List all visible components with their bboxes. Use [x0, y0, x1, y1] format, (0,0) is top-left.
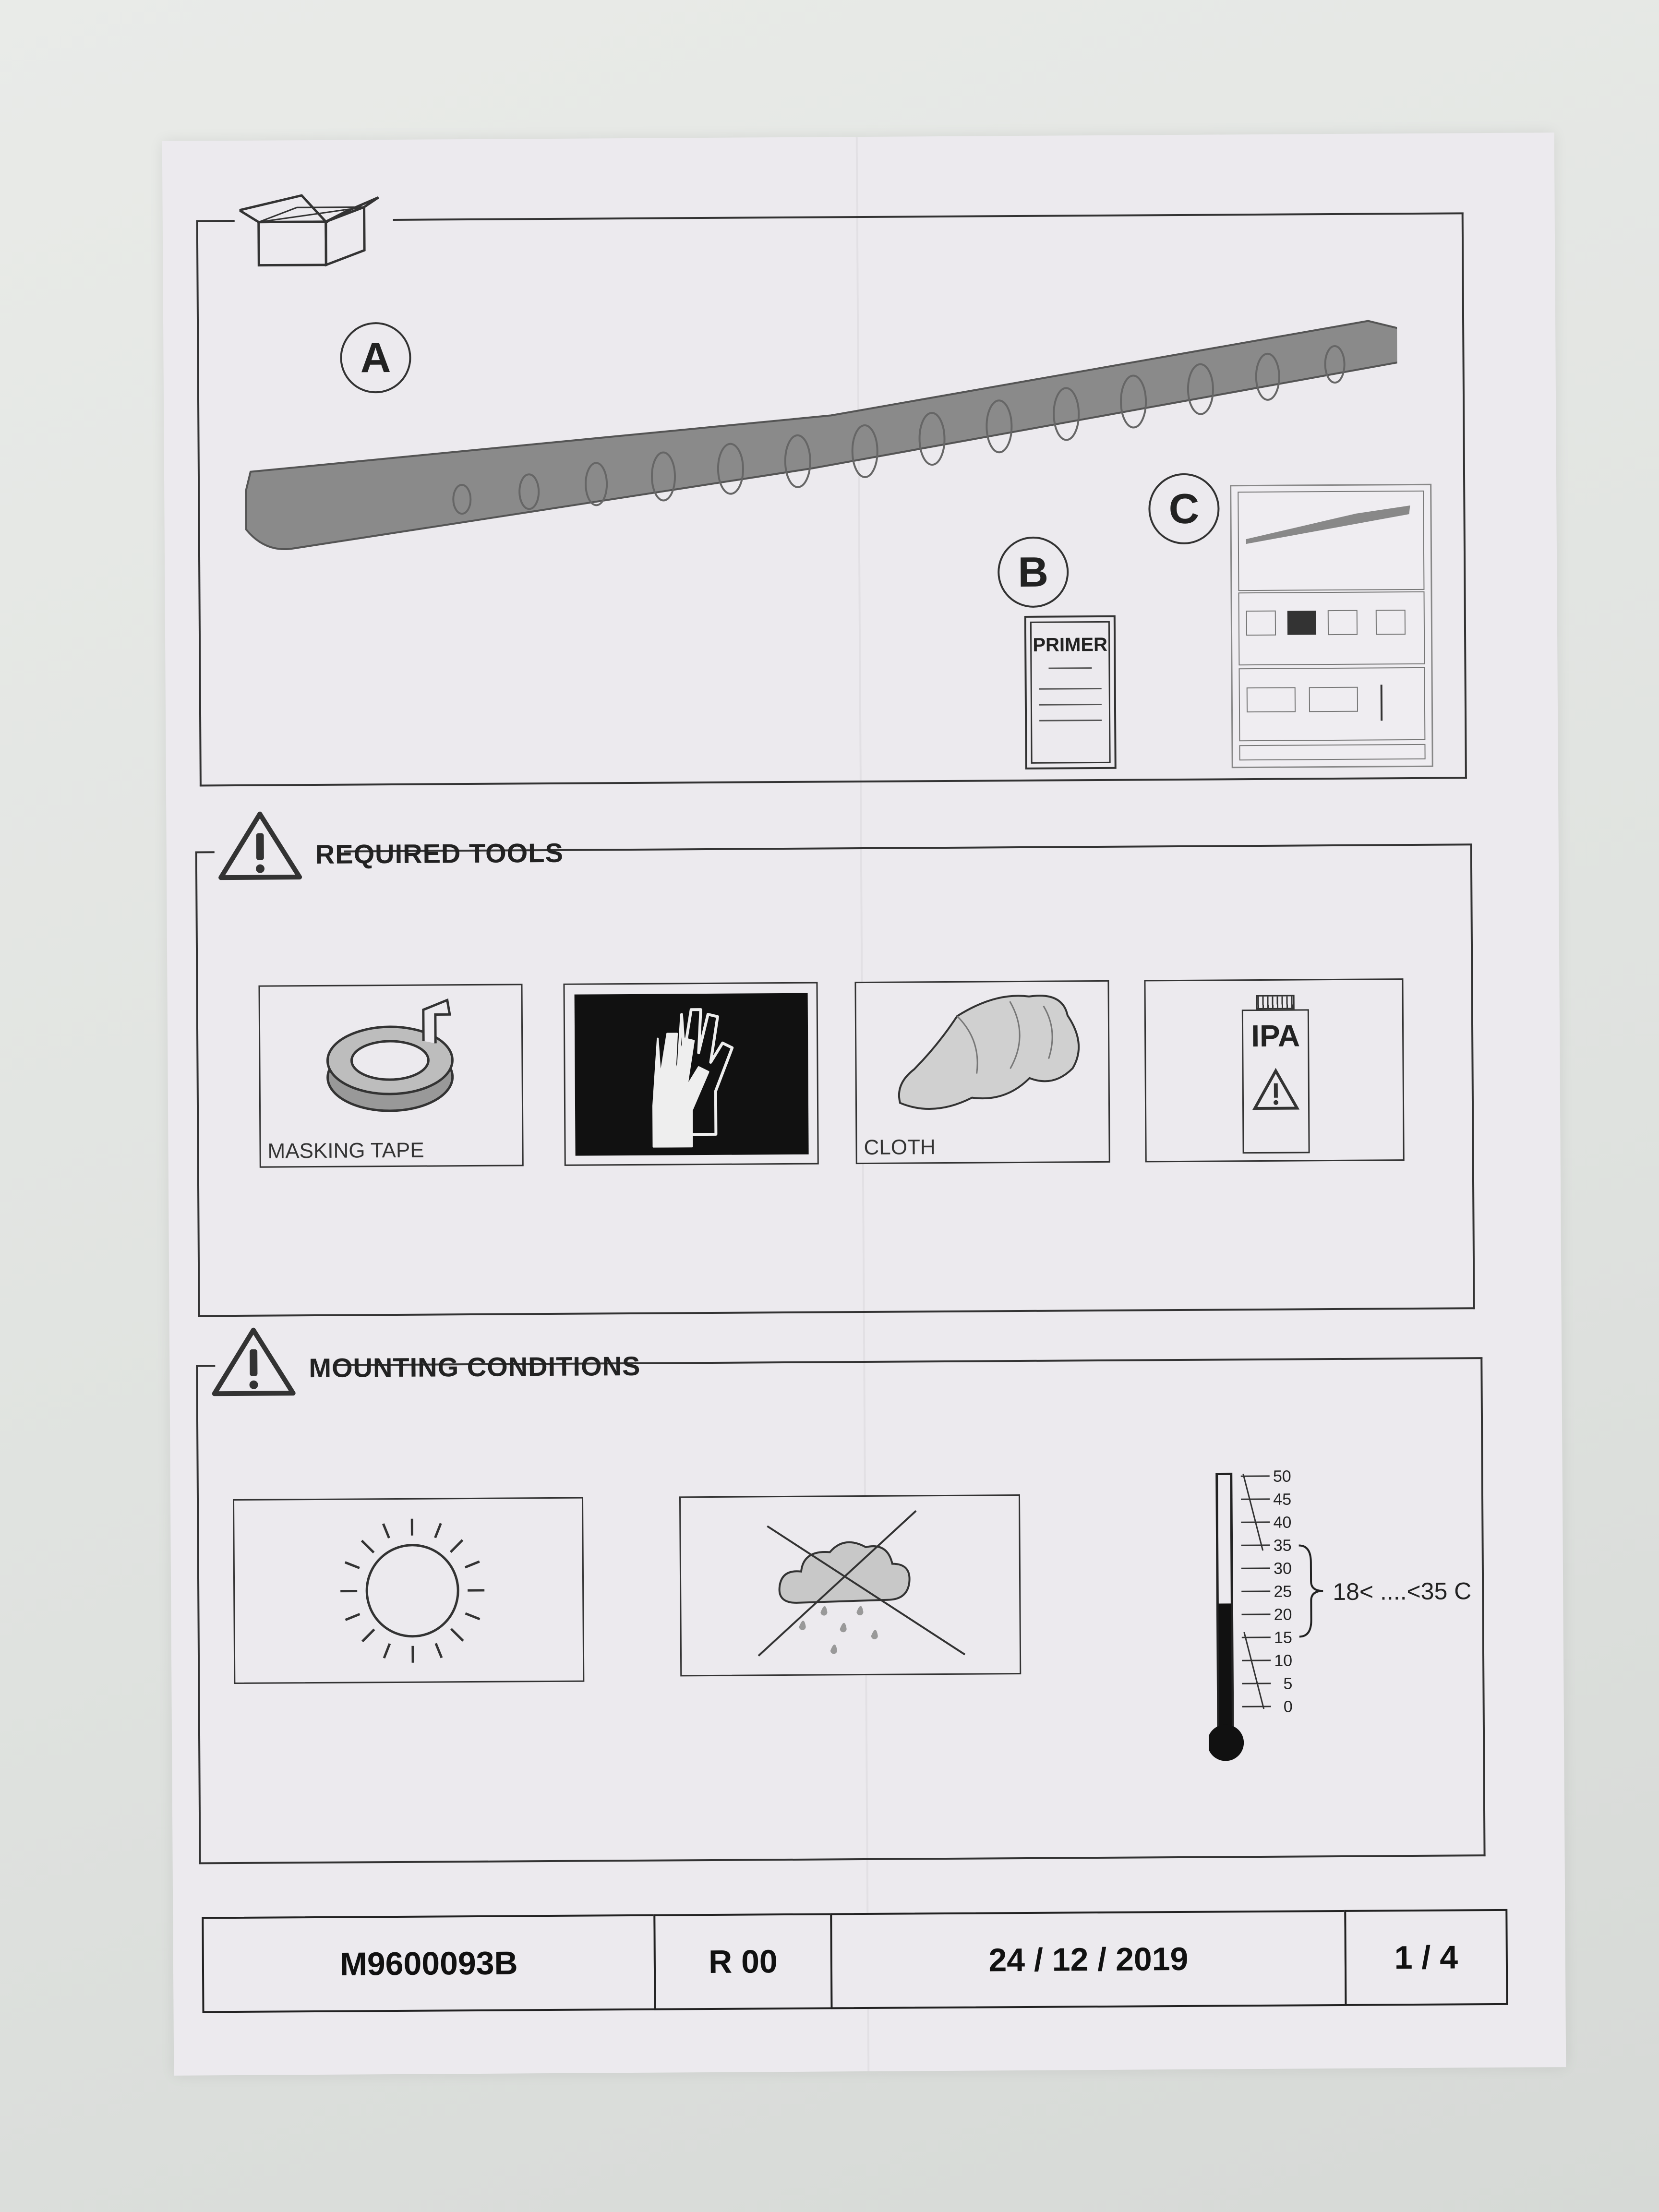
primer-card-inner — [1030, 621, 1111, 764]
tick-label: 40 — [1273, 1513, 1292, 1532]
tool-gloves — [563, 982, 818, 1166]
range-brace — [1297, 1543, 1326, 1639]
tick-label: 0 — [1283, 1697, 1293, 1716]
mounting-conditions-title: MOUNTING CONDITIONS — [309, 1350, 641, 1383]
gloves-icon — [575, 993, 809, 1156]
masking-tape-icon — [323, 995, 468, 1121]
tick-label: 30 — [1273, 1559, 1292, 1578]
document-code: M9600093B — [202, 1914, 656, 2013]
warning-triangle-icon — [216, 810, 303, 882]
required-tools-title: REQUIRED TOOLS — [315, 837, 564, 869]
instruction-sheet-thumbnail — [1230, 484, 1433, 769]
box-icon — [239, 188, 384, 270]
primer-label: PRIMER — [1033, 634, 1108, 656]
no-rain-icon — [681, 1496, 1020, 1675]
tool-masking-tape — [258, 984, 523, 1167]
revision: R 00 — [653, 1913, 832, 2010]
temperature-range: 18< ....<35 C — [1333, 1577, 1472, 1606]
ipa-bottle-body — [1242, 1009, 1310, 1154]
tick-label: 35 — [1273, 1536, 1292, 1555]
tick-label: 10 — [1274, 1651, 1293, 1670]
thermometer-ticks — [1262, 1465, 1293, 1719]
tool-label: CLOTH — [864, 1135, 936, 1160]
label-c: C — [1148, 473, 1220, 544]
bumper-protector-illustration — [235, 268, 1398, 573]
page-number: 1 / 4 — [1344, 1909, 1508, 2006]
tick-label: 15 — [1274, 1628, 1292, 1647]
date: 24 / 12 / 2019 — [830, 1910, 1346, 2009]
tool-label: MASKING TAPE — [267, 1138, 424, 1163]
condition-no-rain — [679, 1494, 1021, 1676]
instruction-sheet — [162, 132, 1566, 2076]
cloth-icon — [885, 986, 1093, 1122]
tool-ipa — [1144, 978, 1404, 1162]
ipa-bottle-icon — [1242, 995, 1310, 1154]
parts-frame-top-left — [196, 220, 235, 222]
ipa-label: IPA — [1250, 1018, 1300, 1054]
tick-label: 5 — [1283, 1674, 1293, 1693]
tick-label: 25 — [1274, 1582, 1292, 1601]
tick-label: 50 — [1273, 1467, 1291, 1486]
warning-icon — [1244, 1068, 1309, 1111]
warning-triangle-icon — [210, 1326, 297, 1398]
label-b: B — [998, 536, 1069, 608]
required-tools-frame-top-left — [195, 851, 215, 853]
condition-sunny — [233, 1497, 584, 1684]
primer-card — [1024, 615, 1117, 769]
ipa-bottle-cap — [1256, 995, 1295, 1010]
sun-icon — [335, 1514, 490, 1668]
tick-label: 45 — [1273, 1490, 1292, 1509]
label-a: A — [340, 322, 411, 394]
tick-label: 20 — [1274, 1605, 1292, 1624]
tool-cloth — [854, 980, 1110, 1164]
